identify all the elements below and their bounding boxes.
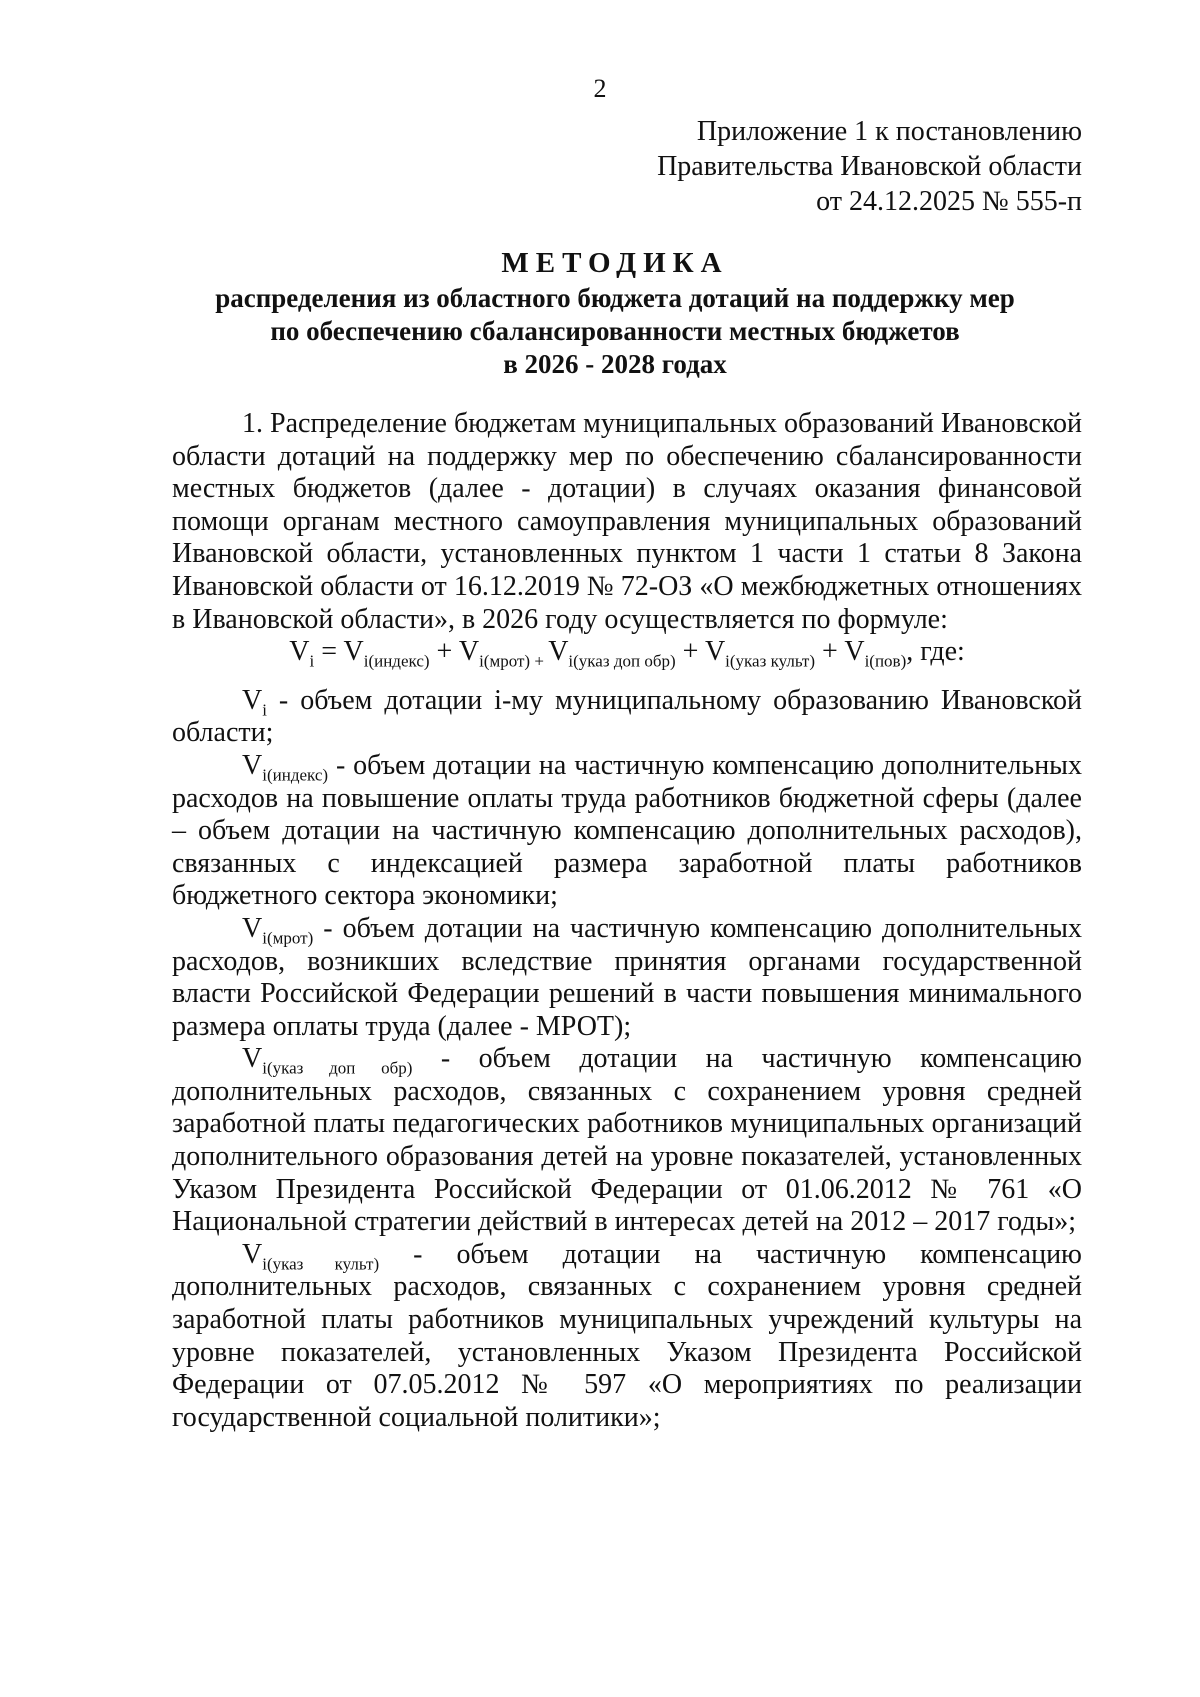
appendix-line: Приложение 1 к постановлению	[696, 116, 1082, 147]
formula-lhs-sub: i	[309, 651, 315, 671]
paragraph-1: 1. Распределение бюджетам муниципальных образований Ивановской области дотаций на поддержку мер по обеспечению сбалансированности местных бюджетов (далее - дотации) в случаях оказания финансовой помощи органам местного самоуправления муниципальных образований Ивановской области, установленных пунктом 1 части 1 статьи 8 Закона Ивановской области от 16.12.2019 № 72-ОЗ «О межбюджетных отношениях в Ивановской области», в 2026 году осуществляется по формуле:	[172, 408, 1082, 635]
document-subtitle	[150, 282, 1080, 381]
def-subscript: i(указ доп обр)	[262, 1058, 413, 1078]
document-title: МЕТОДИКА	[501, 247, 729, 279]
def-text: - объем дотации на частичную компенсацию дополнительных расходов на повышение оплаты труда работников бюджетной сферы (далее – объем дотации на частичную компенсацию дополнительных расходов), связанных с индексацией размера заработной платы работников бюджетного сектора экономики;	[172, 749, 1082, 912]
document-title-block	[150, 244, 1080, 381]
page-number: 2	[593, 74, 607, 103]
appendix-header	[657, 114, 1082, 219]
definition-v-ukaz-kult	[172, 1239, 1082, 1435]
formula-term-4: V	[844, 636, 865, 668]
subtitle-line: в 2026 - 2028 годах	[503, 349, 727, 379]
def-symbol: V	[242, 912, 263, 944]
formula-op-0: +	[429, 636, 459, 668]
document-body	[172, 408, 1082, 1434]
formula-term-3-sub: i(указ культ)	[725, 651, 816, 671]
def-symbol: V	[242, 1238, 263, 1270]
def-text: - объем дотации i-му муниципальному образованию Ивановской области;	[172, 684, 1082, 749]
def-subscript: i(индекс)	[262, 765, 329, 785]
formula-tail: , где:	[906, 636, 965, 668]
appendix-date-line: от 24.12.2025 № 555-п	[816, 186, 1082, 217]
def-subscript: i	[262, 700, 267, 720]
def-subscript: i(мрот)	[262, 928, 314, 948]
formula-equals: =	[314, 636, 344, 668]
formula-term-2-sub: i(указ доп обр)	[568, 651, 676, 671]
formula-term-1: V	[458, 636, 480, 668]
formula	[172, 636, 1082, 669]
subtitle-line: по обеспечению сбалансированности местных бюджетов	[270, 316, 960, 346]
def-text: - объем дотации на частичную компенсацию дополнительных расходов, связанных с сохранением уровня средней заработной платы работников муниципальных учреждений культуры на уровне показателей, установленных Указом Президента Российской Федерации от 07.05.2012 № 597 «О мероприятиях по реализации государственной социальной политики»;	[172, 1238, 1082, 1433]
def-symbol: V	[242, 1043, 263, 1075]
formula-op-3: +	[815, 636, 845, 668]
formula-term-4-sub: i(пов)	[864, 651, 907, 671]
def-text: - объем дотации на частичную компенсацию дополнительных расходов, возникших вследствие принятия органами государственной власти Российской Федерации решений в части повышения минимального размера оплаты труда (далее - МРОТ);	[172, 912, 1082, 1042]
def-subscript: i(указ культ)	[262, 1254, 380, 1274]
subtitle-line: распределения из областного бюджета дотаций на поддержку мер	[215, 283, 1015, 313]
def-symbol: V	[242, 749, 263, 781]
formula-term-0: V	[343, 636, 364, 668]
formula-term-0-sub: i(индекс)	[363, 651, 430, 671]
formula-term-1-sub: i(мрот) +	[479, 651, 549, 671]
definition-v-index	[172, 750, 1082, 913]
definition-v-mrot	[172, 913, 1082, 1043]
definition-vi	[172, 685, 1082, 750]
def-symbol: V	[242, 684, 263, 716]
definition-v-ukaz-dop-obr	[172, 1043, 1082, 1239]
formula-term-3: V	[704, 636, 726, 668]
def-text: - объем дотации на частичную компенсацию дополнительных расходов, связанных с сохранением уровня средней заработной платы педагогических работников муниципальных организаций дополнительного образования детей на уровне показателей, установленных Указом Президента Российской Федерации от 01.06.2012 № 761 «О Национальной стратегии действий в интересах детей на 2012 – 2017 годы»;	[172, 1043, 1082, 1238]
formula-lhs: V	[289, 636, 310, 668]
formula-op-2: +	[675, 636, 705, 668]
formula-term-2: V	[548, 636, 569, 668]
appendix-line: Правительства Ивановской области	[657, 151, 1082, 182]
